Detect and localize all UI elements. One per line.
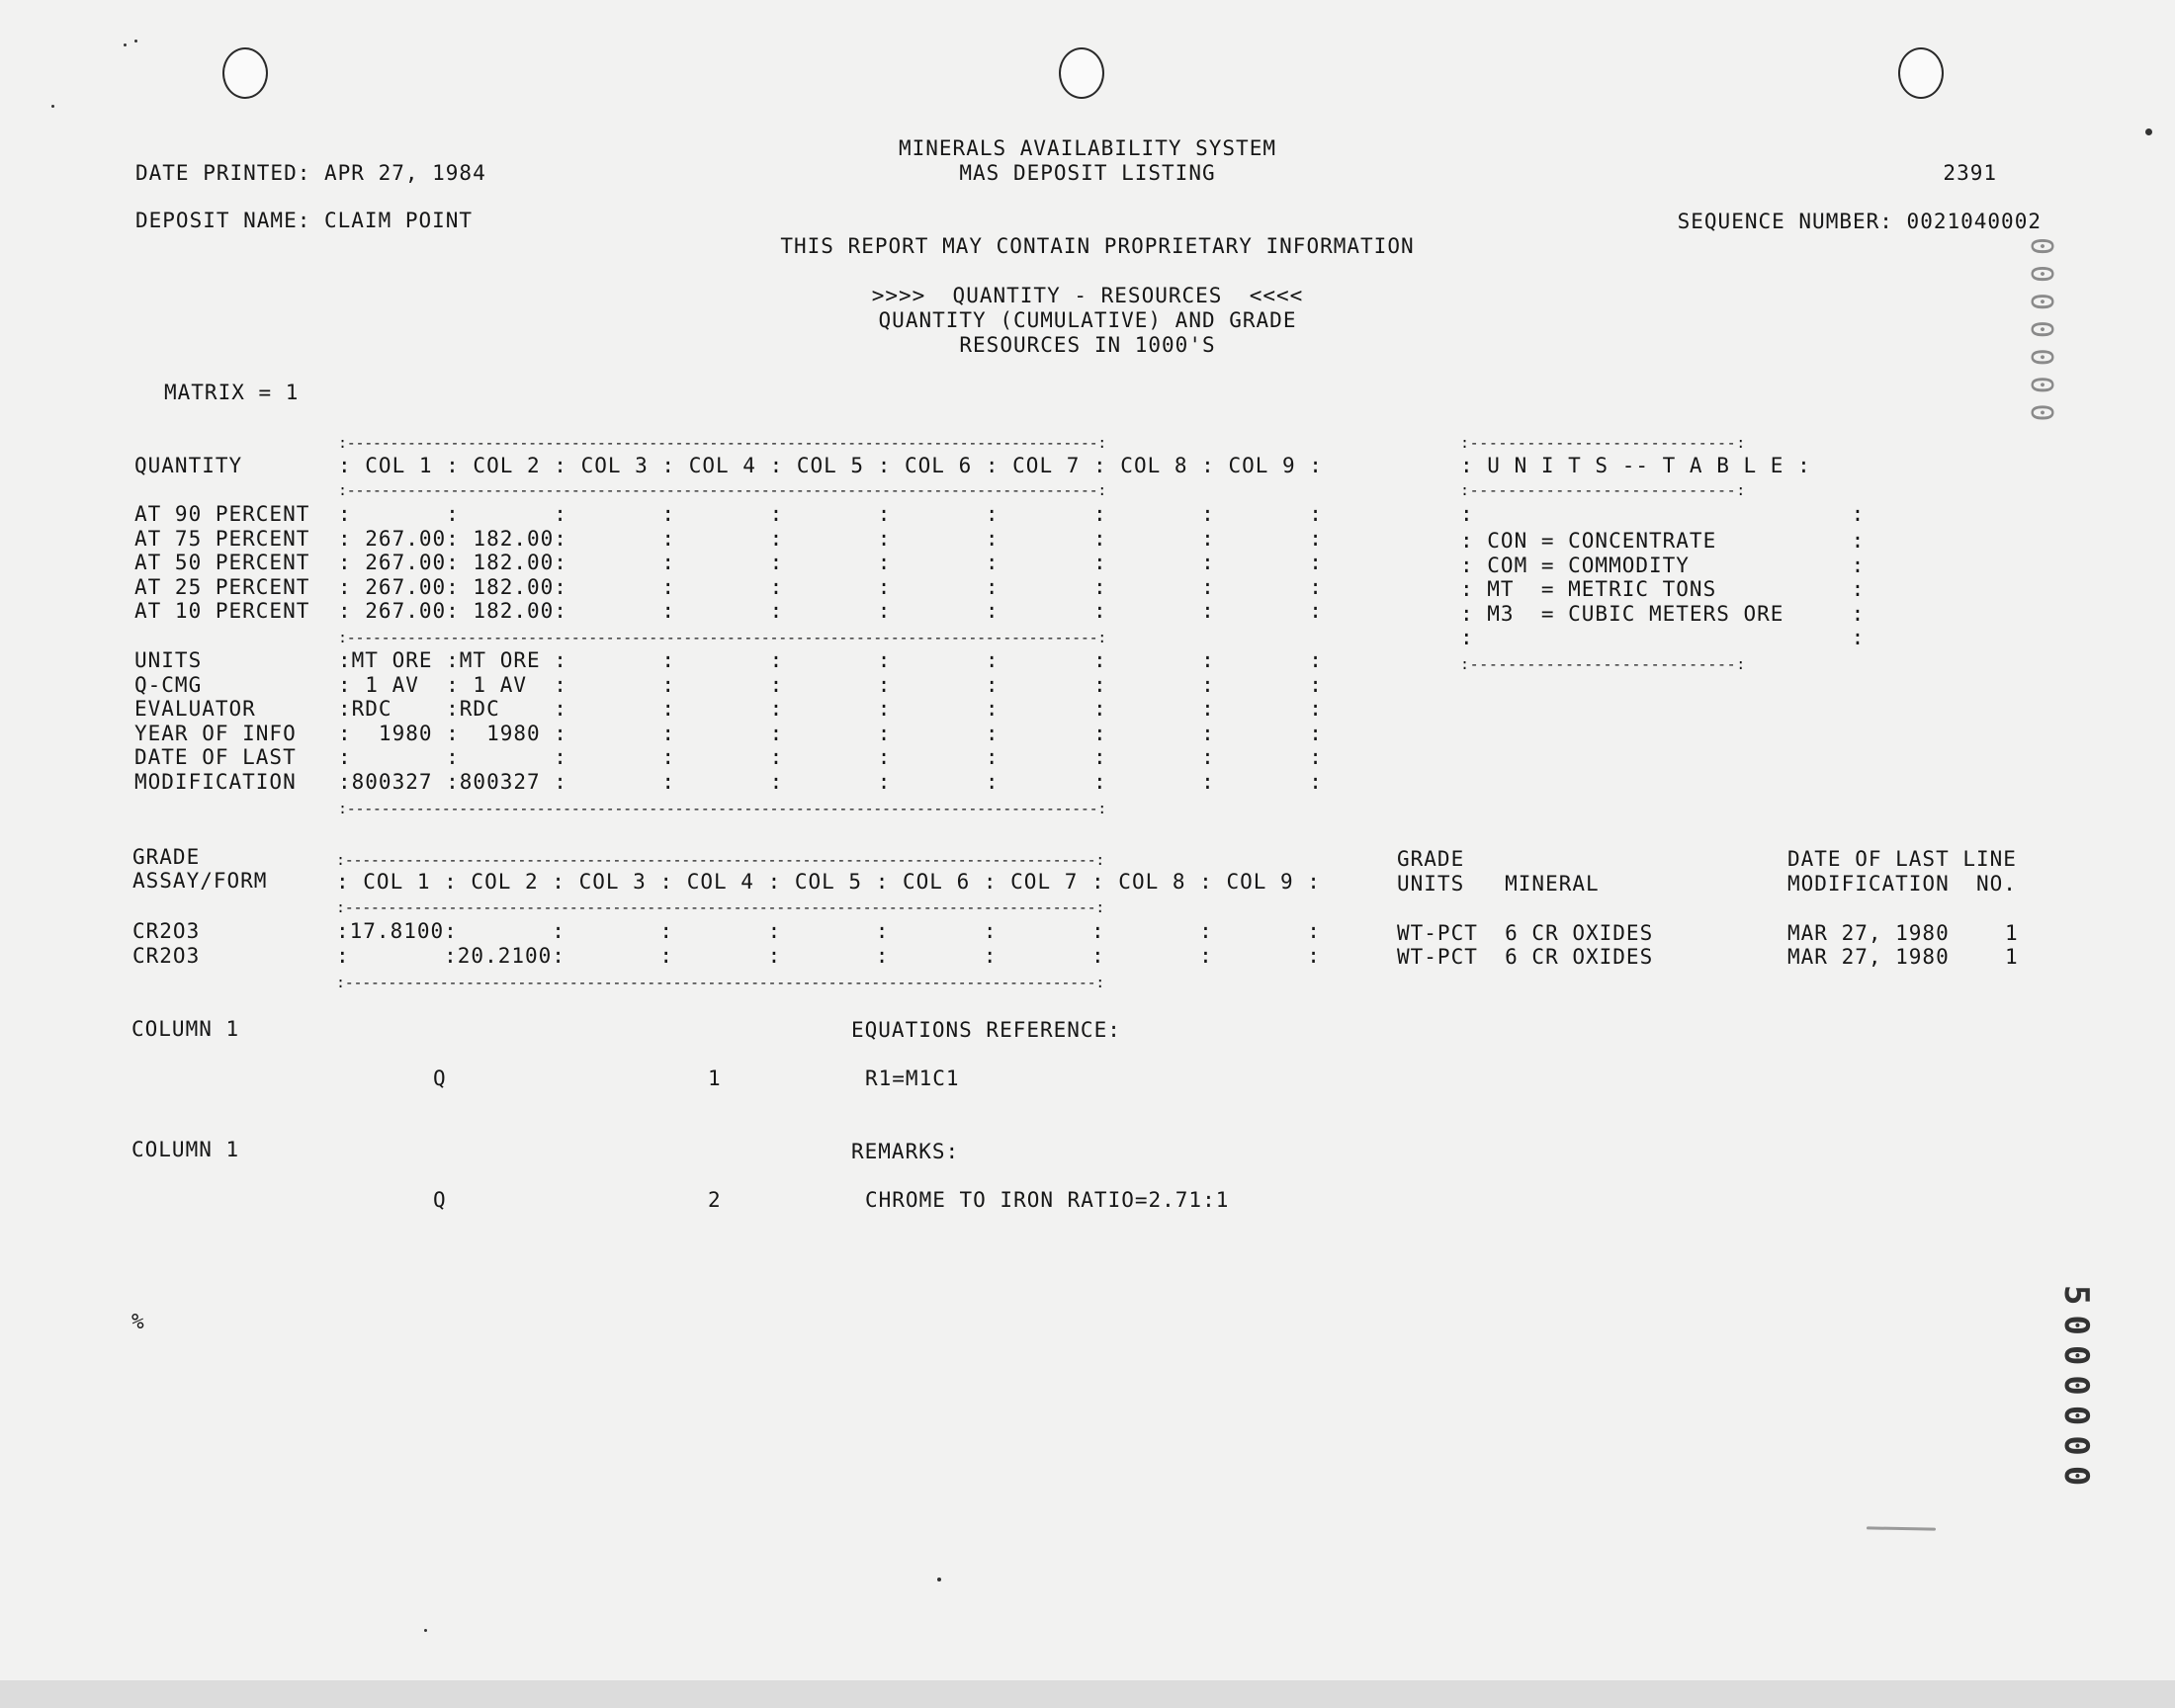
- quantity-row-90: : : : : : : : : : :: [338, 502, 1323, 526]
- quantity-table-border-bottom: :---------------------------------------------------------------------------------------:: [338, 800, 1107, 817]
- listing-title: MAS DEPOSIT LISTING: [959, 161, 1216, 185]
- page-number: 2391: [1943, 161, 1997, 185]
- speck-mark: [134, 40, 137, 43]
- quantity-row-modification: :800327 :800327 : : : : : : : :: [338, 770, 1323, 794]
- quantity-table-header: : COL 1 : COL 2 : COL 3 : COL 4 : COL 5 : COL 6 : COL 7 : COL 8 : COL 9 :: [338, 454, 1323, 477]
- units-row-con: : CON = CONCENTRATE :: [1460, 529, 1866, 553]
- remark-number: 2: [708, 1188, 722, 1212]
- grade-modification-date: MAR 27, 1980: [1787, 921, 1950, 945]
- grade-row-2: : :20.2100: : : : : : : :: [336, 944, 1321, 968]
- row-label-25: AT 25 PERCENT: [134, 575, 310, 599]
- grade-table-border: :---------------------------------------------------------------------------------------:: [336, 898, 1105, 916]
- date-printed: DATE PRINTED: APR 27, 1984: [135, 161, 486, 185]
- equation-text: R1=M1C1: [865, 1067, 960, 1090]
- sequence-number: SEQUENCE NUMBER: 0021040002: [1677, 210, 2042, 233]
- quantity-row-75: : 267.00: 182.00: : : : : : : :: [338, 527, 1323, 551]
- units-table-border-top: :----------------------------:: [1460, 434, 1746, 452]
- quantity-row-50: : 267.00: 182.00: : : : : : : :: [338, 551, 1323, 574]
- remarks-column-label: COLUMN 1: [131, 1138, 240, 1161]
- speck-mark: [51, 105, 54, 108]
- row-label-75: AT 75 PERCENT: [134, 527, 310, 551]
- matrix-label: MATRIX = 1: [164, 381, 300, 404]
- system-title: MINERALS AVAILABILITY SYSTEM: [898, 136, 1276, 160]
- deposit-name: DEPOSIT NAME: CLAIM POINT: [135, 209, 474, 232]
- pencil-mark: [1867, 1526, 1936, 1530]
- equation-type: Q: [433, 1067, 447, 1090]
- section-subtitle: QUANTITY (CUMULATIVE) AND GRADE: [878, 308, 1297, 332]
- row-label-10: AT 10 PERCENT: [134, 599, 310, 623]
- quantity-row-25: : 267.00: 182.00: : : : : : : :: [338, 575, 1323, 599]
- equations-column-label: COLUMN 1: [131, 1017, 240, 1041]
- punch-hole-left: [222, 47, 268, 99]
- speck-mark: [124, 43, 127, 46]
- units-table-blank: : :: [1460, 626, 1866, 649]
- section-title: >>>> QUANTITY - RESOURCES <<<<: [871, 284, 1304, 307]
- remark-type: Q: [433, 1188, 447, 1212]
- row-label-year: YEAR OF INFO: [134, 722, 297, 745]
- units-table-blank: : :: [1460, 502, 1866, 526]
- equations-title: EQUATIONS REFERENCE:: [851, 1018, 1121, 1042]
- punch-hole-center: [1059, 47, 1104, 99]
- assay-form-label: ASSAY/FORM: [132, 869, 268, 893]
- quantity-row-evaluator: :RDC :RDC : : : : : : : :: [338, 697, 1323, 721]
- row-label-90: AT 90 PERCENT: [134, 502, 310, 526]
- units-row-m3: : M3 = CUBIC METERS ORE :: [1460, 602, 1866, 626]
- grade-line-number: 1: [2005, 921, 2019, 945]
- punch-hole-right: [1898, 47, 1944, 99]
- quantity-row-year: : 1980 : 1980 : : : : : : : :: [338, 722, 1323, 745]
- footer-mark: %: [131, 1310, 145, 1333]
- units-table-title: : U N I T S -- T A B L E :: [1460, 454, 1811, 477]
- speck-mark: [937, 1578, 941, 1581]
- units-row-com: : COM = COMMODITY :: [1460, 554, 1866, 577]
- row-label-units: UNITS: [134, 648, 203, 672]
- quantity-table-border-top: :---------------------------------------------------------------------------------------:: [338, 434, 1107, 452]
- grade-table-border-bottom: :---------------------------------------------------------------------------------------:: [336, 974, 1105, 991]
- grade-units-mineral: WT-PCT 6 CR OXIDES: [1397, 921, 1654, 945]
- grade-row-1: :17.8100: : : : : : : : :: [336, 919, 1321, 943]
- quantity-row-10: : 267.00: 182.00: : : : : : : :: [338, 599, 1323, 623]
- row-label-50: AT 50 PERCENT: [134, 551, 310, 574]
- units-row-mt: : MT = METRIC TONS :: [1460, 577, 1866, 601]
- units-table-border: :----------------------------:: [1460, 481, 1746, 499]
- quantity-table-border: :---------------------------------------------------------------------------------------:: [338, 481, 1107, 499]
- equation-number: 1: [708, 1067, 722, 1090]
- units-table-border-bottom: :----------------------------:: [1460, 655, 1746, 673]
- grade-line-number: 1: [2005, 945, 2019, 969]
- grade-row-label: CR2O3: [132, 944, 201, 968]
- grade-modification-date: MAR 27, 1980: [1787, 945, 1950, 969]
- date-of-last-line-header: DATE OF LAST LINE: [1787, 847, 2017, 871]
- speck-mark: [424, 1629, 427, 1632]
- grade-units-mineral: WT-PCT 6 CR OXIDES: [1397, 945, 1654, 969]
- remarks-title: REMARKS:: [851, 1140, 960, 1163]
- row-label-modification: MODIFICATION: [134, 770, 297, 794]
- grade-table-header: : COL 1 : COL 2 : COL 3 : COL 4 : COL 5 : COL 6 : COL 7 : COL 8 : COL 9 :: [336, 870, 1321, 894]
- section-units: RESOURCES IN 1000'S: [959, 333, 1216, 357]
- row-label-date-of-last: DATE OF LAST: [134, 745, 297, 769]
- proprietary-notice: THIS REPORT MAY CONTAIN PROPRIETARY INFORMATION: [780, 234, 1415, 258]
- scan-border: [0, 1680, 2175, 1708]
- row-label-qcmg: Q-CMG: [134, 673, 203, 697]
- quantity-row-qcmg: : 1 AV : 1 AV : : : : : : : :: [338, 673, 1323, 697]
- side-stamp-top: 0000000: [2024, 237, 2058, 432]
- speck-mark: [2145, 128, 2152, 135]
- grade-label: GRADE: [132, 845, 201, 869]
- quantity-label: QUANTITY: [134, 454, 243, 477]
- remark-text: CHROME TO IRON RATIO=2.71:1: [865, 1188, 1230, 1212]
- quantity-table-border: :---------------------------------------------------------------------------------------:: [338, 629, 1107, 646]
- side-stamp-bottom: 5000000: [2056, 1285, 2096, 1496]
- grade-row-label: CR2O3: [132, 919, 201, 943]
- row-label-evaluator: EVALUATOR: [134, 697, 256, 721]
- grade-units-header: GRADE: [1397, 847, 1465, 871]
- grade-table-border-top: :---------------------------------------------------------------------------------------:: [336, 851, 1105, 869]
- modification-no-header: MODIFICATION NO.: [1787, 872, 2017, 896]
- quantity-row-units: :MT ORE :MT ORE : : : : : : : :: [338, 648, 1323, 672]
- units-mineral-header: UNITS MINERAL: [1397, 872, 1600, 896]
- quantity-row-date-of-last: : : : : : : : : : :: [338, 745, 1323, 769]
